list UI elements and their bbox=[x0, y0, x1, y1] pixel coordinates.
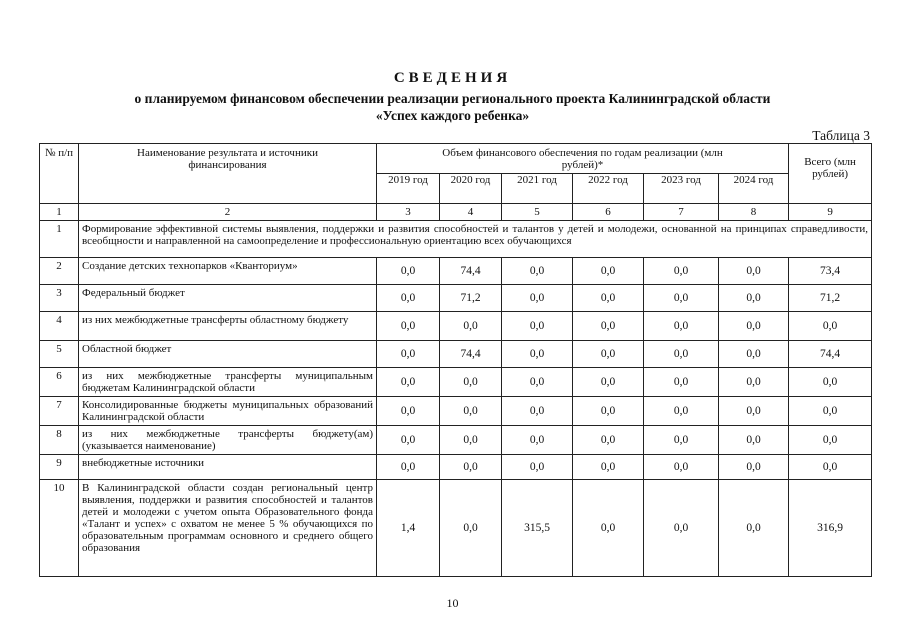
row-total: 0,0 bbox=[789, 312, 872, 341]
row-value: 0,0 bbox=[440, 368, 502, 397]
row-value: 0,0 bbox=[644, 455, 719, 480]
row-total: 0,0 bbox=[789, 368, 872, 397]
row-value: 0,0 bbox=[719, 397, 789, 426]
header-name: Наименование результата и источники финансирования bbox=[79, 144, 377, 204]
column-number: 1 bbox=[40, 204, 79, 221]
column-number: 6 bbox=[573, 204, 644, 221]
row-number: 10 bbox=[40, 480, 79, 577]
row-value: 0,0 bbox=[573, 480, 644, 577]
row-number: 4 bbox=[40, 312, 79, 341]
column-number: 2 bbox=[79, 204, 377, 221]
row-value: 0,0 bbox=[502, 258, 573, 285]
page-number: 10 bbox=[446, 596, 459, 610]
row-value: 0,0 bbox=[502, 426, 573, 455]
column-number: 8 bbox=[719, 204, 789, 221]
row-number: 5 bbox=[40, 341, 79, 368]
column-number: 3 bbox=[377, 204, 440, 221]
row-total: 0,0 bbox=[789, 455, 872, 480]
row-name: внебюджетные источники bbox=[79, 455, 377, 480]
header-num: № п/п bbox=[40, 144, 79, 204]
row-value: 0,0 bbox=[440, 312, 502, 341]
document-subtitle-line1: о планируемом финансовом обеспечении реализации регионального проекта Калининградской области bbox=[134, 91, 771, 106]
column-number: 7 bbox=[644, 204, 719, 221]
row-value: 1,4 bbox=[377, 480, 440, 577]
row-value: 0,0 bbox=[644, 341, 719, 368]
row-value: 0,0 bbox=[644, 285, 719, 312]
row-value: 0,0 bbox=[502, 312, 573, 341]
row-value: 0,0 bbox=[440, 426, 502, 455]
row-value: 0,0 bbox=[573, 341, 644, 368]
row-name: из них межбюджетные трансферты областному бюджету bbox=[79, 312, 377, 341]
table-row bbox=[40, 341, 872, 368]
row-name: Консолидированные бюджеты муниципальных образований Калининградской области bbox=[79, 397, 377, 426]
row-name: Создание детских технопарков «Кванториум» bbox=[79, 258, 377, 285]
row-value: 0,0 bbox=[377, 426, 440, 455]
header-year: 2022 год bbox=[573, 174, 644, 204]
row-value: 0,0 bbox=[573, 368, 644, 397]
document-subtitle-line2: «Успех каждого ребенка» bbox=[375, 108, 530, 123]
header-year: 2023 год bbox=[644, 174, 719, 204]
table-row bbox=[40, 455, 872, 480]
column-number: 4 bbox=[440, 204, 502, 221]
row-value: 0,0 bbox=[573, 312, 644, 341]
table-row bbox=[40, 480, 872, 577]
row-value: 0,0 bbox=[719, 312, 789, 341]
row-value: 0,0 bbox=[644, 480, 719, 577]
row-value: 0,0 bbox=[573, 426, 644, 455]
row-total: 71,2 bbox=[789, 285, 872, 312]
header-year: 2020 год bbox=[440, 174, 502, 204]
table-row bbox=[40, 397, 872, 426]
header-year: 2021 год bbox=[502, 174, 573, 204]
row-value: 0,0 bbox=[377, 258, 440, 285]
row-value: 0,0 bbox=[377, 312, 440, 341]
row-value: 0,0 bbox=[644, 426, 719, 455]
header-total: Всего (млн рублей) bbox=[789, 144, 872, 204]
row-value: 0,0 bbox=[377, 341, 440, 368]
row-value: 0,0 bbox=[719, 285, 789, 312]
row-value: 0,0 bbox=[573, 258, 644, 285]
section-text: Формирование эффективной системы выявления, поддержки и развития способностей и талантов у детей и молодежи, основанной на принципах справедливости, всеобщности и направленной на самоопределение и профессиональную ориентацию всех обучающихся bbox=[79, 221, 872, 258]
row-name: В Калининградской области создан региональный центр выявления, поддержки и развития способностей и талантов детей и молодежи с учетом опыта Образовательного фонда «Талант и успех» с охватом не менее 5 % обучающихся по образовательным программам основного и среднего общего образования bbox=[79, 480, 377, 577]
row-name: Областной бюджет bbox=[79, 341, 377, 368]
row-value: 0,0 bbox=[502, 397, 573, 426]
row-value: 0,0 bbox=[440, 480, 502, 577]
table-row bbox=[40, 258, 872, 285]
section-row bbox=[40, 221, 872, 258]
header-volume: Объем финансового обеспечения по годам реализации (млн рублей)* bbox=[377, 144, 789, 174]
row-value: 0,0 bbox=[644, 397, 719, 426]
row-value: 0,0 bbox=[573, 285, 644, 312]
row-value: 0,0 bbox=[719, 341, 789, 368]
header-year: 2019 год bbox=[377, 174, 440, 204]
row-number: 1 bbox=[40, 221, 79, 258]
row-number: 7 bbox=[40, 397, 79, 426]
row-value: 0,0 bbox=[644, 258, 719, 285]
table-row bbox=[40, 368, 872, 397]
financing-table bbox=[39, 143, 872, 577]
table-row bbox=[40, 285, 872, 312]
row-name: Федеральный бюджет bbox=[79, 285, 377, 312]
row-number: 6 bbox=[40, 368, 79, 397]
row-name: из них межбюджетные трансферты бюджету(ам) (указывается наименование) bbox=[79, 426, 377, 455]
row-number: 3 bbox=[40, 285, 79, 312]
row-value: 0,0 bbox=[502, 368, 573, 397]
column-number-row bbox=[40, 204, 872, 221]
row-value: 74,4 bbox=[440, 341, 502, 368]
header-year: 2024 год bbox=[719, 174, 789, 204]
row-value: 0,0 bbox=[644, 312, 719, 341]
table-row bbox=[40, 312, 872, 341]
row-number: 2 bbox=[40, 258, 79, 285]
row-value: 0,0 bbox=[502, 455, 573, 480]
row-value: 0,0 bbox=[573, 397, 644, 426]
row-name: из них межбюджетные трансферты муниципальным бюджетам Калининградской области bbox=[79, 368, 377, 397]
row-value: 74,4 bbox=[440, 258, 502, 285]
row-value: 315,5 bbox=[502, 480, 573, 577]
row-total: 73,4 bbox=[789, 258, 872, 285]
row-total: 74,4 bbox=[789, 341, 872, 368]
row-value: 0,0 bbox=[719, 258, 789, 285]
document-title: СВЕДЕНИЯ bbox=[393, 70, 512, 86]
row-value: 0,0 bbox=[440, 397, 502, 426]
column-number: 9 bbox=[789, 204, 872, 221]
row-value: 0,0 bbox=[377, 455, 440, 480]
row-total: 0,0 bbox=[789, 426, 872, 455]
row-value: 71,2 bbox=[440, 285, 502, 312]
row-value: 0,0 bbox=[719, 426, 789, 455]
table-row bbox=[40, 426, 872, 455]
column-number: 5 bbox=[502, 204, 573, 221]
row-value: 0,0 bbox=[440, 455, 502, 480]
row-value: 0,0 bbox=[719, 368, 789, 397]
row-number: 8 bbox=[40, 426, 79, 455]
row-value: 0,0 bbox=[644, 368, 719, 397]
row-number: 9 bbox=[40, 455, 79, 480]
row-value: 0,0 bbox=[377, 397, 440, 426]
table-label: Таблица 3 bbox=[812, 128, 870, 143]
row-value: 0,0 bbox=[719, 455, 789, 480]
row-value: 0,0 bbox=[502, 341, 573, 368]
row-total: 0,0 bbox=[789, 397, 872, 426]
row-value: 0,0 bbox=[377, 285, 440, 312]
row-value: 0,0 bbox=[502, 285, 573, 312]
row-value: 0,0 bbox=[377, 368, 440, 397]
row-value: 0,0 bbox=[573, 455, 644, 480]
row-value: 0,0 bbox=[719, 480, 789, 577]
row-total: 316,9 bbox=[789, 480, 872, 577]
